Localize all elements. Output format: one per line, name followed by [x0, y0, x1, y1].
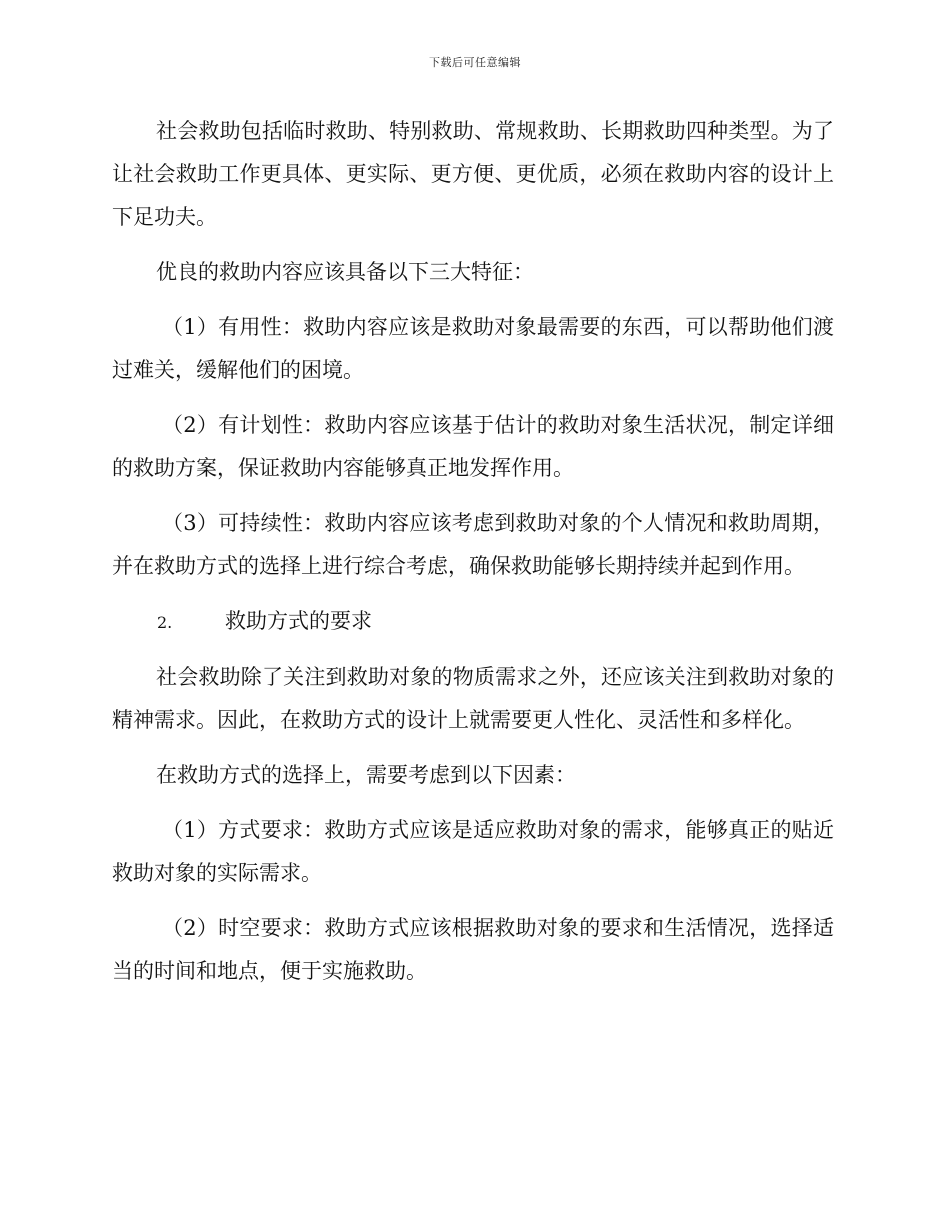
paragraph-methods-intro: 社会救助除了关注到救助对象的物质需求之外，还应该关注到救助对象的精神需求。因此，在救助方式的设计上就需要更人性化、灵活性和多样化。: [112, 665, 834, 732]
paragraph-intro: 社会救助包括临时救助、特别救助、常规救助、长期救助四种类型。为了让社会救助工作更具体、更实际、更方便、更优质，必须在救助内容的设计上下足功夫。: [112, 119, 834, 229]
paragraph-features-lead: 优良的救助内容应该具备以下三大特征：: [156, 260, 534, 284]
document-body: [112, 110, 834, 1005]
list-item-sustainability: （3）可持续性：救助内容应该考虑到救助对象的个人情况和救助周期，并在救助方式的选择上进行综合考虑，确保救助能够长期持续并起到作用。: [112, 511, 834, 578]
list-item-time-space-requirement: （2）时空要求：救助方式应该根据救助对象的要求和生活情况，选择适当的时间和地点，便于实施救助。: [112, 916, 834, 983]
section-title: 救助方式的要求: [225, 609, 372, 633]
list-item-method-requirement: （1）方式要求：救助方式应该是适应救助对象的需求，能够真正的贴近救助对象的实际需求。: [112, 818, 834, 885]
list-item-usefulness: （1）有用性：救助内容应该是救助对象最需要的东西，可以帮助他们渡过难关，缓解他们的困境。: [112, 315, 834, 382]
page-header: 下载后可任意编辑: [429, 56, 521, 69]
list-item-planning: （2）有计划性：救助内容应该基于估计的救助对象生活状况，制定详细的救助方案，保证救助内容能够真正地发挥作用。: [112, 413, 834, 480]
section-heading: [112, 600, 834, 644]
paragraph-factors-lead: 在救助方式的选择上，需要考虑到以下因素：: [156, 763, 576, 787]
section-number: 2.: [157, 613, 173, 632]
